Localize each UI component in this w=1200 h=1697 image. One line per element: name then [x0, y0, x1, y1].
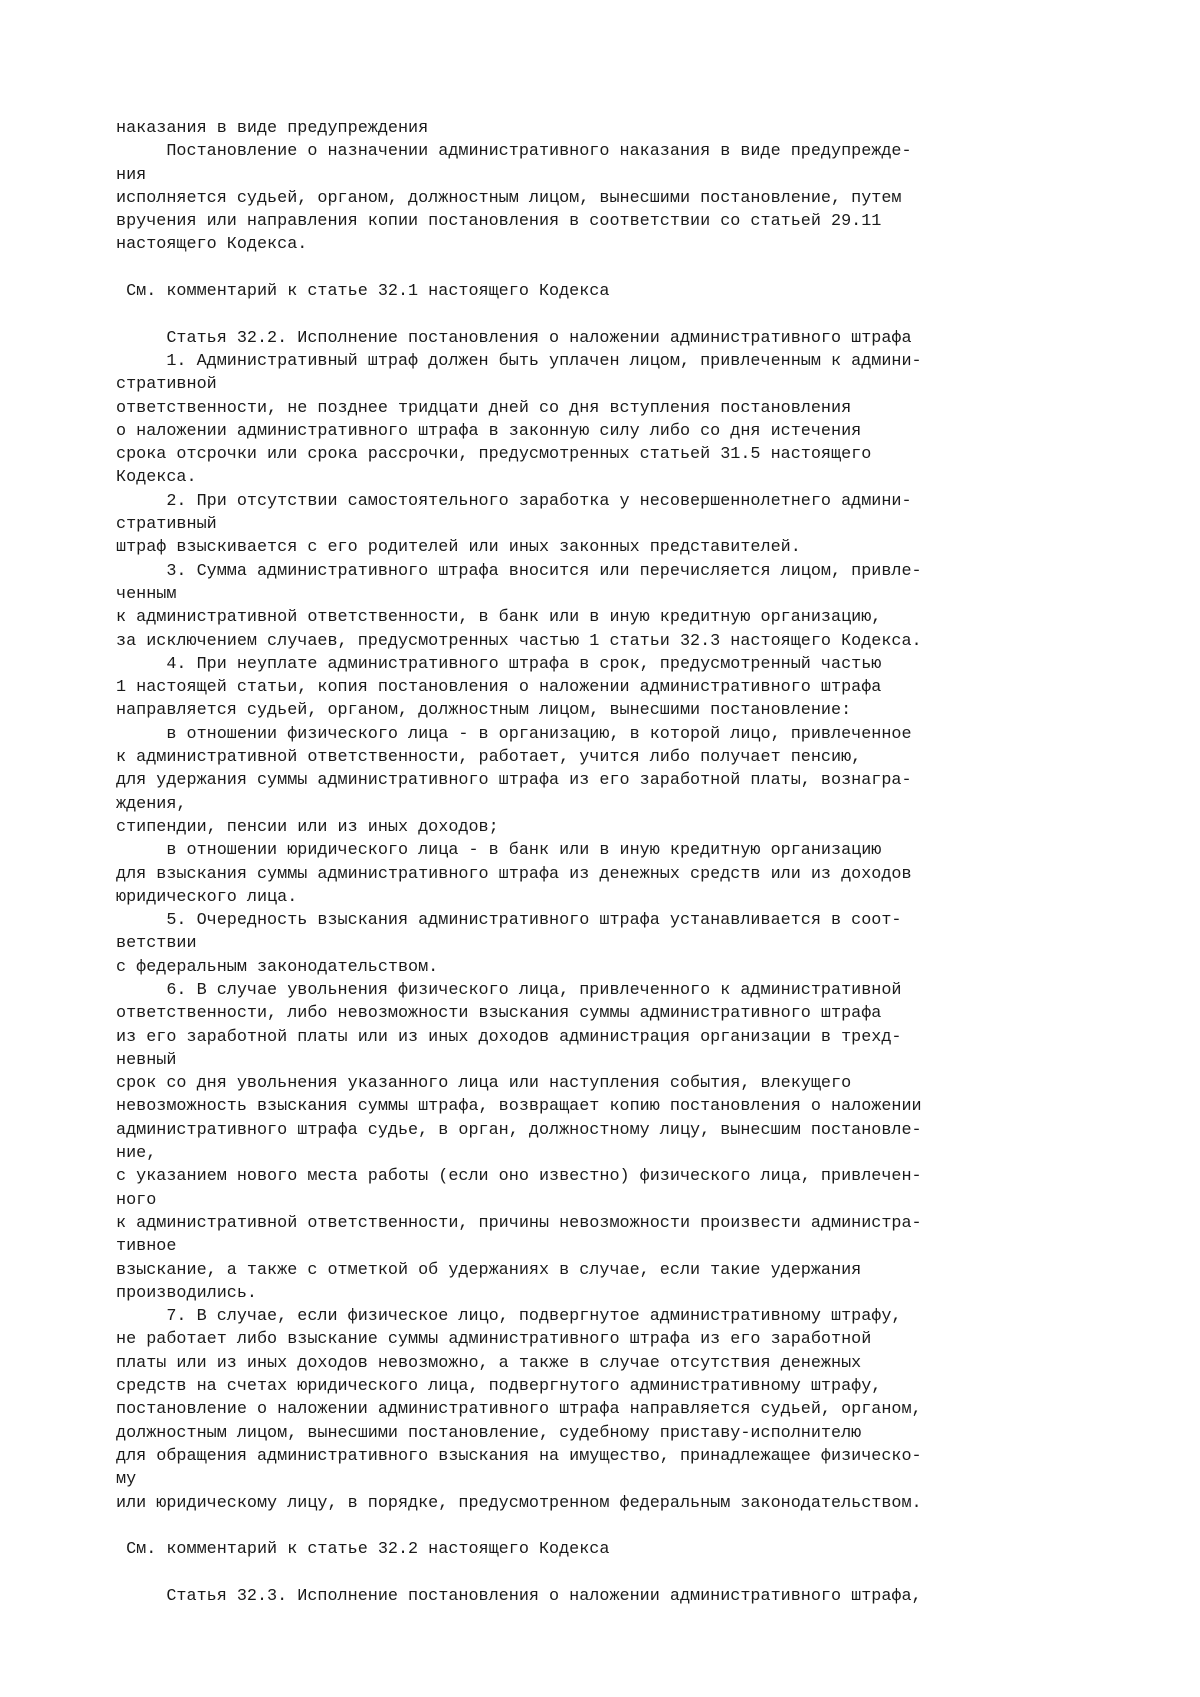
text-line: ния — [116, 165, 147, 185]
text-line: для удержания суммы административного штрафа из его заработной платы, вознагра- — [116, 771, 912, 791]
text-line: наказания в виде предупреждения — [116, 119, 429, 138]
document-page — [116, 117, 1176, 1608]
text-line: или юридическому лицу, в порядке, предусмотренном федеральным законодательством. — [116, 1493, 922, 1513]
text-line: 1. Административный штраф должен быть уплачен лицом, привлеченным к админи- — [116, 351, 922, 371]
text-line: не работает либо взыскание суммы административного штрафа из его заработной — [116, 1330, 872, 1350]
text-line: в отношении физического лица - в организацию, в которой лицо, привлеченное — [116, 724, 912, 744]
text-line: с федеральным законодательством. — [116, 957, 439, 977]
text-line: 7. В случае, если физическое лицо, подвергнутое административному штрафу, — [116, 1307, 902, 1327]
text-line: тивное — [116, 1237, 177, 1257]
text-line: ждения, — [116, 794, 187, 814]
text-line: должностным лицом, вынесшими постановление, судебному приставу-исполнителю — [116, 1423, 862, 1443]
text-line: ответственности, не позднее тридцати дней со дня вступления постановления — [116, 398, 852, 418]
text-line: постановление о наложении административного штрафа направляется судьей, органом, — [116, 1400, 922, 1420]
text-line: из его заработной платы или из иных доходов администрация организации в трехд- — [116, 1027, 902, 1047]
text-line: в отношении юридического лица - в банк или в иную кредитную организацию — [116, 841, 882, 861]
text-line: Кодекса. — [116, 468, 197, 488]
blank-line — [116, 257, 1176, 280]
text-line: настоящего Кодекса. — [116, 235, 308, 255]
text-line: производились. — [116, 1283, 257, 1303]
text-line: с указанием нового места работы (если оно известно) физического лица, привлечен- — [116, 1167, 922, 1187]
text-line: к административной ответственности, причины невозможности произвести администра- — [116, 1213, 922, 1233]
text-line: направляется судьей, органом, должностным лицом, вынесшими постановление: — [116, 701, 852, 721]
text-line: Постановление о назначении административного наказания в виде предупрежде- — [116, 142, 912, 162]
text-line: 4. При неуплате административного штрафа в срок, предусмотренный частью — [116, 654, 882, 674]
text-line: 5. Очередность взыскания административного штрафа устанавливается в соот- — [116, 911, 902, 931]
text-line: штраф взыскивается с его родителей или иных законных представителей. — [116, 538, 801, 558]
text-line: стративной — [116, 375, 217, 395]
text-line: См. комментарий к статье 32.2 настоящего Кодекса — [116, 1540, 610, 1560]
text-line: ветствии — [116, 934, 197, 954]
text-line: срока отсрочки или срока рассрочки, предусмотренных статьей 31.5 настоящего — [116, 445, 872, 465]
text-line: вручения или направления копии постановления в соответствии со статьей 29.11 — [116, 212, 882, 232]
text-line: юридического лица. — [116, 887, 298, 907]
text-line: к административной ответственности, в банк или в иную кредитную организацию, — [116, 608, 882, 628]
text-line: о наложении административного штрафа в законную силу либо со дня истечения — [116, 421, 862, 441]
text-line: для обращения административного взыскания на имущество, принадлежащее физическо- — [116, 1446, 922, 1466]
text-line: ответственности, либо невозможности взыскания суммы административного штрафа — [116, 1004, 882, 1024]
text-line: взыскание, а также с отметкой об удержаниях в случае, если такие удержания — [116, 1260, 862, 1280]
text-line: 3. Сумма административного штрафа вносится или перечисляется лицом, привле- — [116, 561, 922, 581]
blank-line — [116, 303, 1176, 326]
text-line: невозможность взыскания суммы штрафа, возвращает копию постановления о наложении — [116, 1097, 922, 1117]
text-line: стративный — [116, 515, 217, 535]
text-line: исполняется судьей, органом, должностным лицом, вынесшими постановление, путем — [116, 188, 902, 208]
text-line: му — [116, 1470, 137, 1490]
text-line: платы или из иных доходов невозможно, а также в случае отсутствия денежных — [116, 1353, 862, 1373]
text-line: См. комментарий к статье 32.1 настоящего Кодекса — [116, 282, 610, 302]
text-line: ние, — [116, 1144, 157, 1164]
text-line: ного — [116, 1190, 157, 1210]
text-line: Статья 32.3. Исполнение постановления о наложении административного штрафа, — [116, 1586, 922, 1606]
text-line: срок со дня увольнения указанного лица или наступления события, влекущего — [116, 1074, 852, 1094]
text-line: 2. При отсутствии самостоятельного заработка у несовершеннолетнего админи- — [116, 491, 912, 511]
text-line: ченным — [116, 584, 177, 604]
text-line: средств на счетах юридического лица, подвергнутого административному штрафу, — [116, 1377, 882, 1397]
text-line: за исключением случаев, предусмотренных частью 1 статьи 32.3 настоящего Кодекса. — [116, 631, 922, 651]
text-line: стипендии, пенсии или из иных доходов; — [116, 817, 499, 837]
text-line: 6. В случае увольнения физического лица, привлеченного к административной — [116, 980, 902, 1000]
text-line: Статья 32.2. Исполнение постановления о наложении административного штрафа — [116, 328, 912, 348]
text-line: административного штрафа судье, в орган, должностному лицу, вынесшим постановле- — [116, 1120, 922, 1140]
text-line: 1 настоящей статьи, копия постановления о наложении административного штрафа — [116, 678, 882, 698]
text-line: к административной ответственности, работает, учится либо получает пенсию, — [116, 748, 862, 768]
text-line: невный — [116, 1050, 177, 1070]
text-line: для взыскания суммы административного штрафа из денежных средств или из доходов — [116, 864, 912, 884]
blank-line — [116, 1561, 1176, 1584]
blank-line — [116, 1515, 1176, 1538]
